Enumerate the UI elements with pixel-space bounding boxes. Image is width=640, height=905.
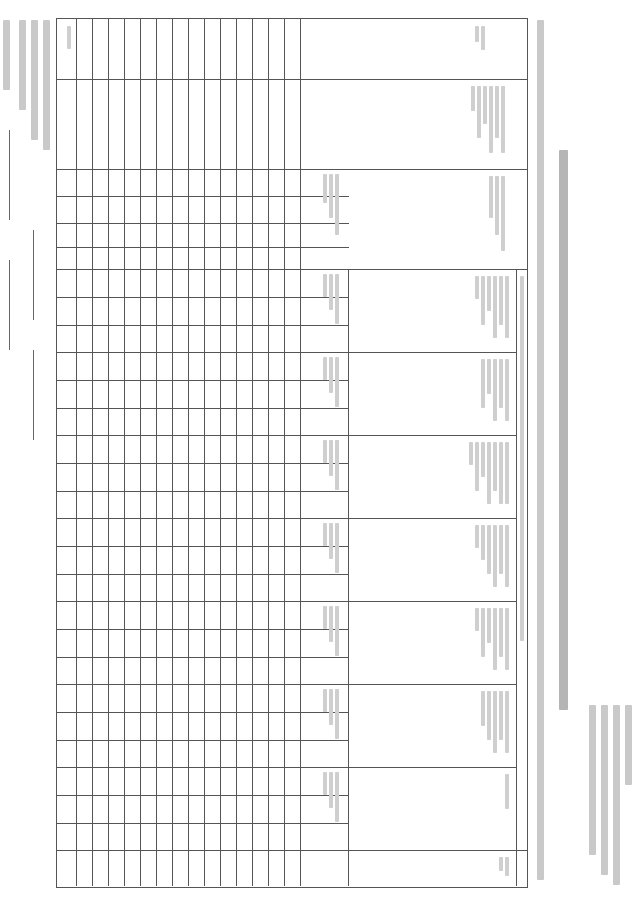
- header-group: [355, 605, 511, 681]
- signature-caption: [3, 20, 10, 90]
- header-group: [355, 771, 511, 847]
- header-group: [355, 356, 511, 432]
- document-subtitle: [537, 20, 544, 880]
- appendix-note-line: [601, 705, 608, 875]
- document-title: [559, 150, 568, 710]
- signature-caption: [31, 20, 38, 140]
- appendix-note-line: [589, 705, 596, 855]
- subheader-row: [305, 520, 341, 598]
- header-col-number: [427, 23, 487, 75]
- appendix-note-line: [625, 705, 632, 785]
- signature-line: [33, 230, 34, 320]
- header-group: [355, 854, 511, 884]
- header-group: [355, 273, 511, 349]
- header-legal-basis: [518, 273, 526, 843]
- signature-caption: [43, 20, 50, 150]
- subheader-row: [305, 354, 341, 432]
- signature-line: [9, 260, 10, 350]
- header-group: [355, 522, 511, 598]
- subheader-row: [305, 271, 341, 349]
- signature-line: [9, 130, 10, 220]
- header-group: [355, 688, 511, 764]
- subheader-row: [305, 603, 341, 681]
- signature-caption: [19, 20, 26, 110]
- header-col-institution: [387, 173, 507, 265]
- expenses-table: [56, 18, 528, 888]
- header-col-municipality: [387, 83, 507, 165]
- subheader-row: [305, 769, 341, 847]
- header-group: [355, 439, 511, 515]
- appendix-note-line: [613, 705, 620, 885]
- signature-line: [33, 350, 34, 440]
- total-row-label: [61, 23, 73, 73]
- subheader-row: [305, 171, 341, 267]
- subheader-row: [305, 686, 341, 764]
- subheader-row: [305, 437, 341, 515]
